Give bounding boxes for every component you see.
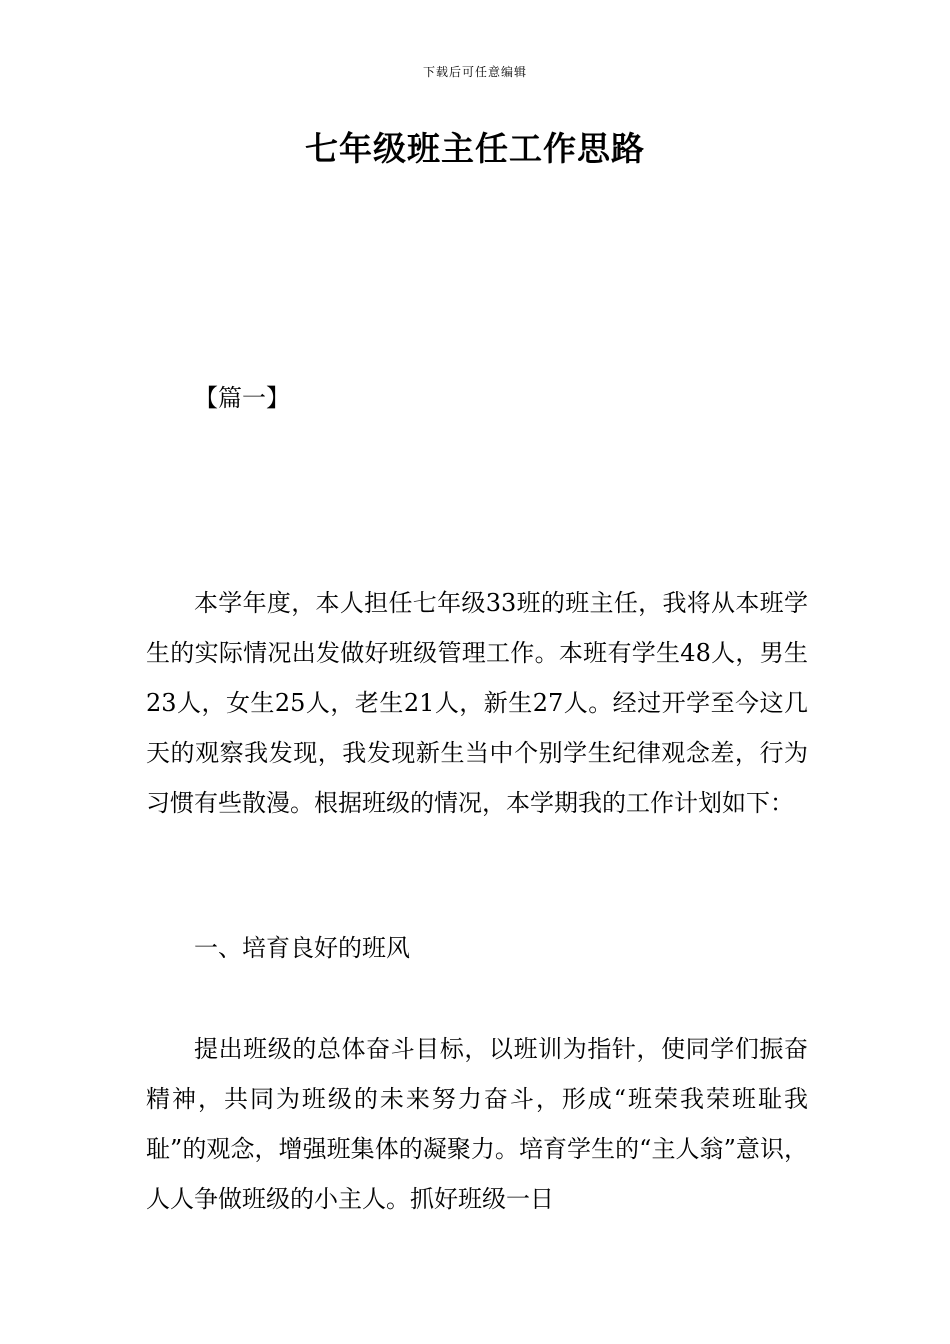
body-paragraph-1: 本学年度，本人担任七年级33班的班主任，我将从本班学生的实际情况出发做好班级管理工作。本班有学生48人，男生23人，女生25人，老生21人，新生27人。经过开学至今这几天的观察我发现，我发现新生当中个别学生纪律观念差，行为习惯有些散漫。根据班级的情况，本学期我的工作计划如下： bbox=[146, 589, 808, 817]
document-title: 七年级班主任工作思路 bbox=[305, 129, 645, 168]
body-paragraph-2: 提出班级的总体奋斗目标，以班训为指针，使同学们振奋精神，共同为班级的未来努力奋斗，形成“班荣我荣班耻我耻”的观念，增强班集体的凝聚力。培育学生的“主人翁”意识，人人争做班级的小主人。抓好班级一日 bbox=[146, 1035, 808, 1213]
section-label: 【篇一】 bbox=[194, 384, 290, 412]
section-heading-1: 一、培育良好的班风 bbox=[194, 934, 410, 962]
header-note: 下载后可任意编辑 bbox=[422, 65, 527, 79]
